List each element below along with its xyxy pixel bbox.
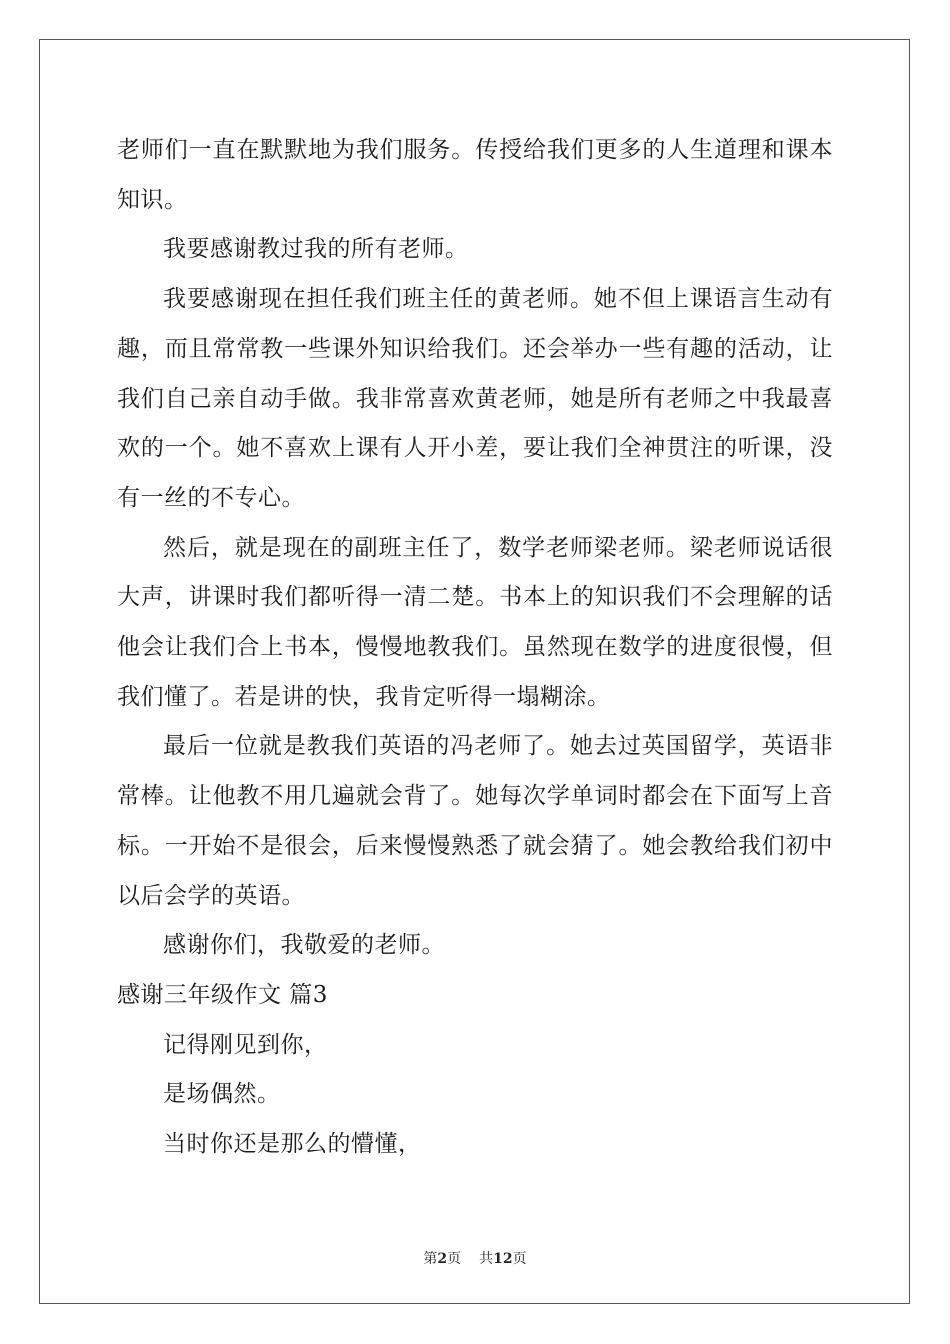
page-prefix: 第 [423,1251,438,1267]
total-suffix: 页 [512,1251,527,1267]
paragraph-4: 然后，就是现在的副班主任了，数学老师梁老师。梁老师说话很大声，讲课时我们都听得一清二楚。书本上的知识我们不会理解的话他会让我们合上书本，慢慢地教我们。虽然现在数学的进度很慢，但我们懂了。若是讲的快，我肯定听得一塌糊涂。 [117,534,833,710]
paragraph-5: 最后一位就是教我们英语的冯老师了。她去过英国留学，英语非常棒。让他教不用几遍就会背了。她每次学单词时都会在下面写上音标。一开始不是很会，后来慢慢熟悉了就会猜了。她会教给我们初中以后会学的英语。 [117,733,833,909]
paragraph-1: 老师们一直在默默地为我们服务。传授给我们更多的人生道理和课本知识。 [117,137,833,213]
paragraph-6: 感谢你们，我敬爱的老师。 [163,932,445,959]
paragraph-3: 我要感谢现在担任我们班主任的黄老师。她不但上课语言生动有趣，而且常常教一些课外知识给我们。还会举办一些有趣的活动，让我们自己亲自动手做。我非常喜欢黄老师，她是所有老师之中我最喜欢的一个。她不喜欢上课有人开小差，要让我们全神贯注的听课，没有一丝的不专心。 [117,286,833,511]
section-heading: 感谢三年级作文 篇3 [117,981,328,1008]
poem-line-2: 是场偶然。 [163,1081,281,1108]
document-body [117,126,833,1170]
page-total: 12 [493,1251,513,1267]
paragraph-2: 我要感谢教过我的所有老师。 [163,236,469,263]
poem-line-1: 记得刚见到你， [163,1031,328,1058]
page-footer [0,1248,950,1268]
page-current: 2 [437,1251,448,1267]
page-suffix: 页 [447,1251,462,1267]
total-prefix: 共 [479,1251,494,1267]
poem-line-3: 当时你还是那么的懵懂， [163,1131,422,1158]
